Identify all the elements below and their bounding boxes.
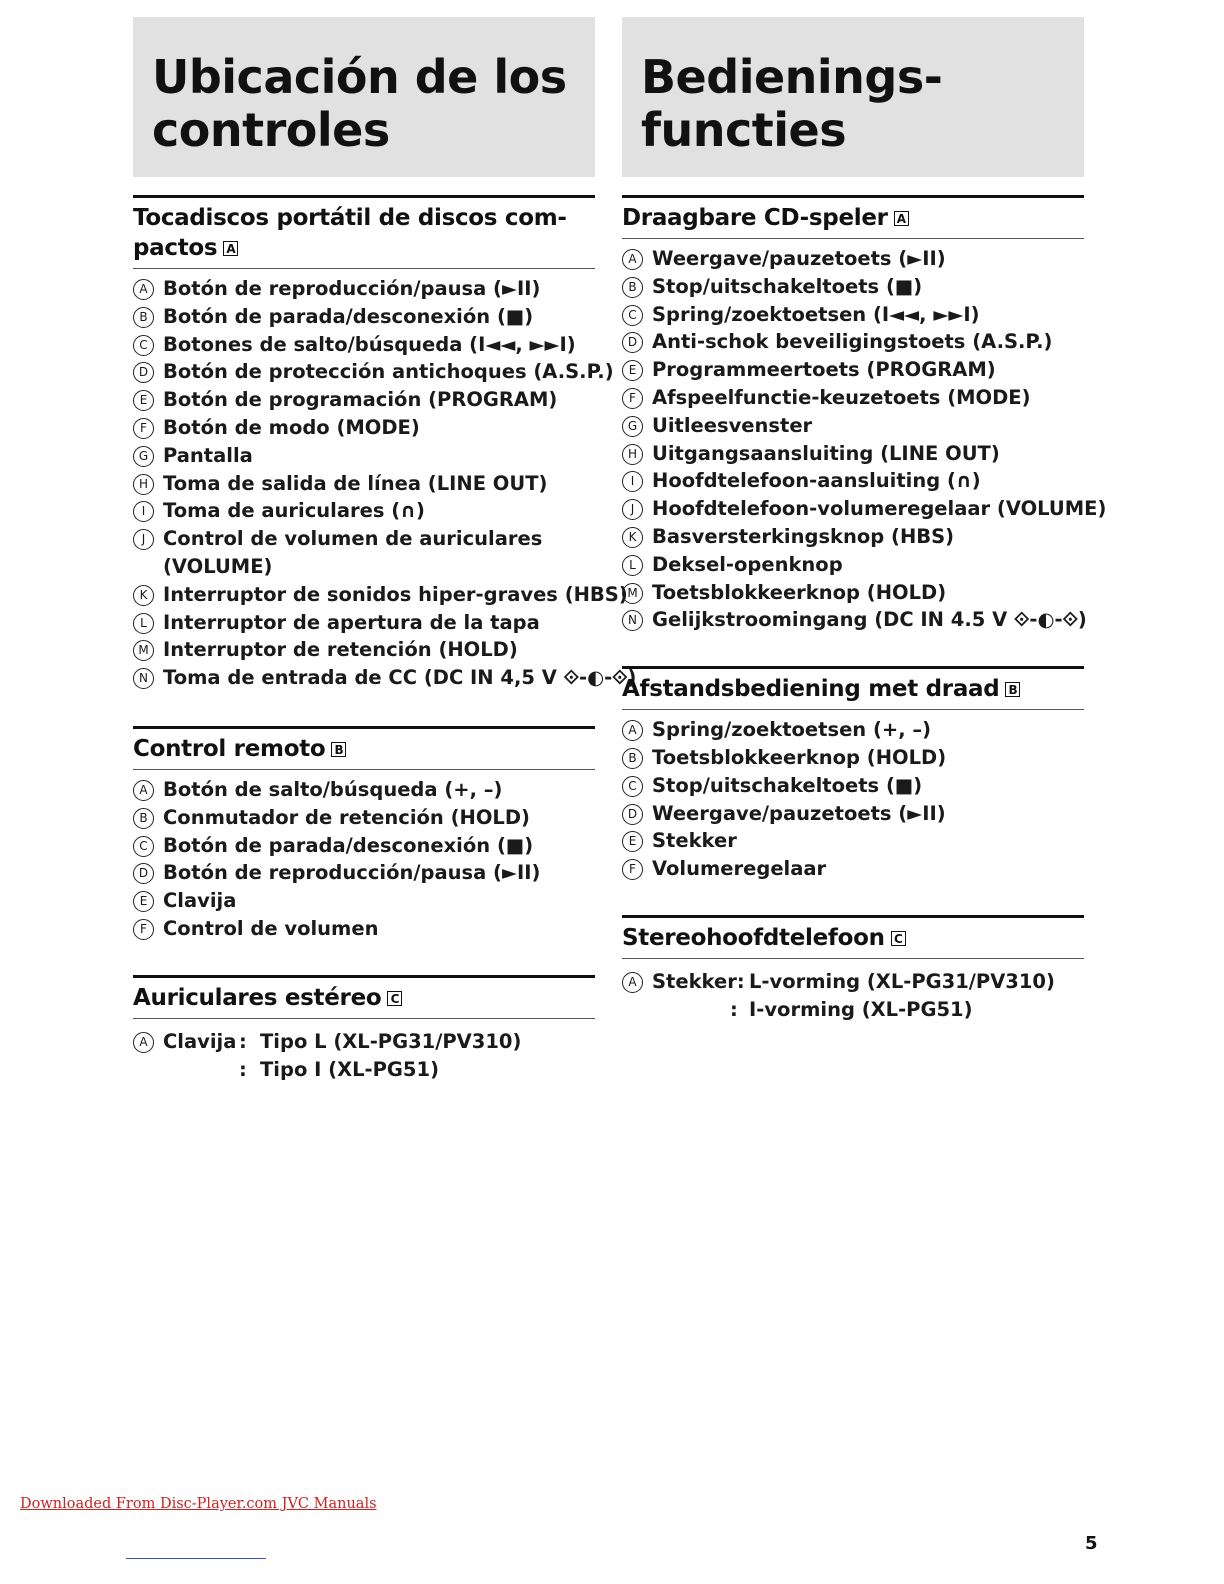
- list-item: [622, 301, 1084, 329]
- spanish-title-line-2: controles: [152, 103, 390, 157]
- item-text: Uitleesvenster: [652, 413, 813, 437]
- list-item: [133, 331, 595, 359]
- item-letter-badge: D: [133, 362, 154, 383]
- item-text: Deksel-openknop: [652, 552, 843, 576]
- list-item: [133, 609, 595, 637]
- list-item: [133, 776, 595, 804]
- item-text: Toetsblokkeerknop (HOLD): [652, 580, 947, 604]
- spanish-headphones-heading-text: Auriculares estéreo: [133, 984, 382, 1011]
- spanish-title-box: [133, 17, 595, 177]
- item-text: Weergave/pauzetoets (►II): [652, 247, 946, 270]
- spanish-title-line-1: Ubicación de los: [152, 50, 567, 104]
- list-item: [622, 772, 1084, 800]
- list-item: [622, 744, 1084, 772]
- spec-label: Stekker:: [652, 969, 745, 993]
- dutch-remote-heading: [622, 666, 1084, 710]
- source-link[interactable]: Downloaded From Disc-Player.com JVC Manuals: [20, 1496, 377, 1512]
- item-text: Toma de salida de línea (LINE OUT): [163, 471, 548, 495]
- item-letter-badge: B: [133, 307, 154, 328]
- item-letter-badge: C: [622, 305, 643, 326]
- item-text: Pantalla: [163, 443, 253, 467]
- dutch-player-heading: [622, 195, 1084, 239]
- item-text: Basversterkingsknop (HBS): [652, 524, 955, 548]
- item-text: Programmeertoets (PROGRAM): [652, 358, 996, 382]
- item-text: Botón de programación (PROGRAM): [163, 388, 558, 412]
- spanish-remote-list: [133, 776, 595, 943]
- item-letter-badge: A: [133, 279, 154, 300]
- dutch-remote-list: [622, 716, 1084, 883]
- dutch-player-list: [622, 245, 1107, 634]
- item-letter-badge: M: [622, 583, 643, 604]
- item-letter-badge: I: [622, 471, 643, 492]
- item-text: Botón de reproducción/pausa (►II): [163, 277, 541, 300]
- spec-row: [622, 968, 1084, 996]
- list-item: [133, 887, 595, 915]
- item-text: Toetsblokkeerknop (HOLD): [652, 745, 947, 769]
- item-letter-badge: M: [133, 640, 154, 661]
- item-text: Interruptor de sonidos hiper-graves (HBS): [163, 582, 628, 606]
- item-letter-badge: G: [622, 416, 643, 437]
- page-number: 5: [1085, 1533, 1098, 1554]
- figure-tag-a: A: [223, 241, 238, 256]
- item-letter-badge: B: [622, 748, 643, 769]
- item-letter-badge: J: [622, 499, 643, 520]
- spanish-column: [133, 17, 637, 1084]
- spec-row: [133, 1056, 595, 1084]
- item-letter-badge: E: [133, 891, 154, 912]
- item-text: Weergave/pauzetoets (►II): [652, 801, 946, 825]
- dutch-headphones-heading-text: Stereohoofdtelefoon: [622, 924, 885, 951]
- item-letter-badge: D: [622, 804, 643, 825]
- dutch-headphones-rows: [622, 968, 1084, 1024]
- item-letter-badge: A: [133, 780, 154, 801]
- footer-divider: [126, 1558, 266, 1559]
- list-item: [133, 303, 595, 331]
- item-letter-badge: K: [133, 585, 154, 606]
- list-item: [622, 467, 1084, 495]
- spec-separator: :: [730, 997, 738, 1021]
- item-text: Interruptor de retención (HOLD): [163, 638, 518, 662]
- list-item: [622, 440, 1084, 468]
- list-item: [622, 800, 1084, 828]
- list-item: [133, 664, 637, 692]
- item-text: Botón de parada/desconexión (■): [163, 833, 534, 857]
- item-text: Control de volumen: [163, 916, 379, 940]
- list-item: [133, 832, 595, 860]
- list-item: [622, 245, 1084, 273]
- list-item: [622, 273, 1084, 301]
- item-letter-badge: G: [133, 446, 154, 467]
- list-item: [133, 358, 614, 386]
- spanish-headphones-rows: [133, 1028, 595, 1084]
- item-letter-badge: F: [133, 418, 154, 439]
- item-text: Botón de modo (MODE): [163, 415, 420, 439]
- spanish-player-section: [133, 195, 637, 692]
- item-letter-badge: F: [622, 859, 643, 880]
- list-item: [622, 606, 1087, 634]
- list-item: [622, 495, 1107, 523]
- dutch-title-line-2: functies: [641, 103, 847, 157]
- item-letter-badge: L: [622, 555, 643, 576]
- spec-value: L-vorming (XL-PG31/PV310): [749, 969, 1055, 993]
- item-letter-badge: A: [622, 249, 643, 270]
- list-item: [133, 553, 595, 581]
- list-item: [622, 523, 1084, 551]
- item-letter-badge: I: [133, 501, 154, 522]
- spec-label: Clavija: [163, 1029, 237, 1053]
- spanish-remote-heading: [133, 726, 595, 770]
- item-letter-badge: F: [622, 388, 643, 409]
- item-text: Stop/uitschakeltoets (■): [652, 773, 923, 797]
- spanish-player-list: [133, 275, 637, 692]
- item-text: Toma de entrada de CC (DC IN 4,5 V ⟐-◐-⟐): [163, 666, 637, 690]
- list-item: [622, 716, 1084, 744]
- item-text: Interruptor de apertura de la tapa: [163, 610, 540, 634]
- list-item: [133, 414, 595, 442]
- spec-row: [133, 1028, 595, 1056]
- spanish-player-heading-line-2: pactos: [133, 235, 218, 261]
- list-item: [622, 384, 1084, 412]
- figure-tag-a: A: [894, 211, 909, 226]
- item-letter-badge: H: [133, 474, 154, 495]
- spec-row: [622, 996, 1084, 1024]
- item-text: Botones de salto/búsqueda (I◄◄, ►►I): [163, 332, 576, 356]
- figure-tag-b: B: [331, 742, 346, 757]
- item-text: Spring/zoektoetsen (I◄◄, ►►I): [652, 302, 980, 326]
- spanish-headphones-section: [133, 975, 595, 1084]
- dutch-title-line-1: Bedienings-: [641, 50, 943, 104]
- dutch-remote-heading-text: Afstandsbediening met draad: [622, 676, 1000, 703]
- dutch-title-box: [622, 17, 1084, 177]
- item-letter-badge: K: [622, 527, 643, 548]
- spec-value: I-vorming (XL-PG51): [749, 997, 973, 1021]
- item-letter-badge: D: [133, 863, 154, 884]
- item-letter-badge: C: [133, 335, 154, 356]
- item-text: Control de volumen de auriculares: [163, 527, 543, 551]
- item-letter-badge: E: [622, 831, 643, 852]
- item-text: Gelijkstroomingang (DC IN 4.5 V ⟐-◐-⟐): [652, 608, 1087, 632]
- item-letter-badge: J: [133, 529, 154, 550]
- list-item: [622, 551, 1084, 579]
- item-letter-badge: N: [133, 668, 154, 689]
- item-letter-badge: B: [133, 808, 154, 829]
- item-text: Afspeelfunctie-keuzetoets (MODE): [652, 385, 1031, 409]
- dutch-headphones-section: [622, 915, 1084, 1024]
- item-text: Conmutador de retención (HOLD): [163, 805, 530, 829]
- item-text: Stekker: [652, 829, 737, 853]
- item-letter-badge: F: [133, 919, 154, 940]
- dutch-remote-section: [622, 666, 1084, 883]
- item-letter-badge: E: [133, 390, 154, 411]
- item-text: Stop/uitschakeltoets (■): [652, 274, 923, 298]
- item-letter-badge: B: [622, 277, 643, 298]
- item-text: Botón de salto/búsqueda (+, –): [163, 777, 503, 801]
- figure-tag-c: C: [891, 931, 906, 946]
- item-letter-badge: H: [622, 444, 643, 465]
- item-text: Hoofdtelefoon-aansluiting (∩): [652, 469, 981, 493]
- item-letter-badge: A: [622, 972, 643, 993]
- dutch-column: [622, 17, 1107, 1024]
- spec-separator: :: [239, 1057, 247, 1081]
- list-item: [133, 442, 595, 470]
- list-item: [133, 497, 595, 525]
- dutch-player-section: [622, 195, 1107, 634]
- spec-value: Tipo I (XL-PG51): [260, 1057, 439, 1081]
- list-item: [133, 915, 595, 943]
- item-letter-badge: A: [133, 1032, 154, 1053]
- item-text: Hoofdtelefoon-volumeregelaar (VOLUME): [652, 497, 1107, 521]
- dutch-headphones-heading: [622, 915, 1084, 959]
- item-text: Anti-schok beveiligingstoets (A.S.P.): [652, 330, 1053, 354]
- spec-separator: :: [239, 1029, 247, 1053]
- item-letter-badge: C: [133, 836, 154, 857]
- list-item: [133, 470, 595, 498]
- item-text: (VOLUME): [163, 554, 273, 578]
- item-letter-badge: D: [622, 332, 643, 353]
- item-text: Uitgangsaansluiting (LINE OUT): [652, 441, 1000, 465]
- item-text: Clavija: [163, 889, 237, 913]
- list-item: [622, 579, 1084, 607]
- item-letter-badge: A: [622, 720, 643, 741]
- item-text: Botón de parada/desconexión (■): [163, 304, 534, 328]
- item-letter-badge: E: [622, 360, 643, 381]
- item-letter-badge: N: [622, 610, 643, 631]
- list-item: [133, 525, 595, 553]
- list-item: [133, 275, 595, 303]
- item-text: Toma de auriculares (∩): [163, 499, 425, 523]
- item-text: Botón de reproducción/pausa (►II): [163, 861, 541, 885]
- spanish-remote-section: [133, 726, 595, 943]
- list-item: [622, 412, 1084, 440]
- figure-tag-c: C: [387, 991, 402, 1006]
- list-item: [133, 859, 595, 887]
- spec-value: Tipo L (XL-PG31/PV310): [260, 1029, 522, 1053]
- dutch-player-heading-text: Draagbare CD-speler: [622, 205, 888, 231]
- item-letter-badge: L: [133, 613, 154, 634]
- list-item: [622, 328, 1084, 356]
- list-item: [622, 356, 1084, 384]
- item-text: Spring/zoektoetsen (+, –): [652, 718, 932, 742]
- figure-tag-b: B: [1005, 682, 1020, 697]
- list-item: [622, 855, 1084, 883]
- list-item: [622, 827, 1084, 855]
- spanish-remote-heading-text: Control remoto: [133, 735, 326, 762]
- list-item: [133, 636, 595, 664]
- spanish-headphones-heading: [133, 975, 595, 1019]
- item-text: Volumeregelaar: [652, 857, 827, 881]
- list-item: [133, 386, 595, 414]
- list-item: [133, 581, 628, 609]
- item-letter-badge: C: [622, 776, 643, 797]
- spanish-player-heading: [133, 195, 595, 269]
- spanish-player-heading-line-1: Tocadiscos portátil de discos com-: [133, 205, 567, 231]
- item-text: Botón de protección antichoques (A.S.P.): [163, 360, 614, 384]
- list-item: [133, 804, 595, 832]
